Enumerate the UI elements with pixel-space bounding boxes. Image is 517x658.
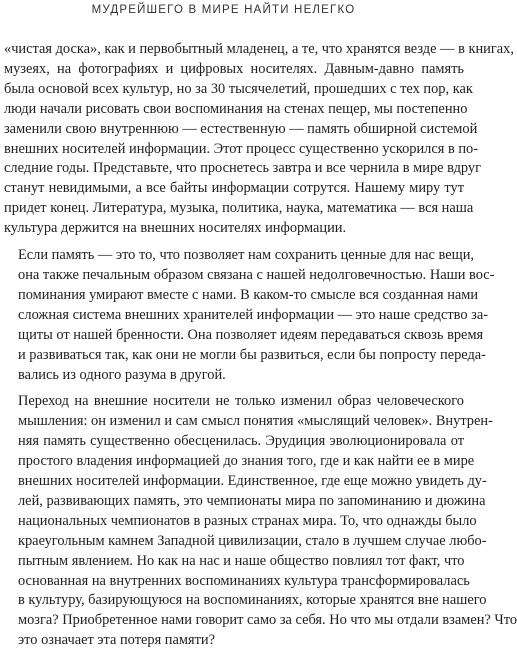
text-line: краеугольным камнем Западной цивилизации, стало в лучшем случае любо- <box>18 532 487 549</box>
text-line: и развиваться так, как они не могли бы развиться, если бы попросту переда- <box>18 346 486 363</box>
paragraph-3 <box>4 392 517 651</box>
text-line: культура держится на внешних носителях информации. <box>4 220 347 237</box>
text-line: лей, развивающих память, это чемпионаты мира по запоминанию и дюжина <box>18 492 486 509</box>
text-line: пытным явлением. Но как на нас и наше общество повлиял тот факт, что <box>18 552 465 569</box>
text-line: в культуру, базирующуюся на воспоминаниях, которые хранятся вне нашего <box>18 592 487 609</box>
text-line: придет конец. Литература, музыка, политика, наука, математика — вся наша <box>4 200 474 217</box>
paragraph-1 <box>4 40 514 239</box>
text-line: была основой всех культур, но за 30 тысячелетий, прошедших с тех пор, как <box>4 80 473 97</box>
text-line: вались из одного разума в другой. <box>18 366 226 383</box>
text-line: поминания умирают вместе с нами. В каком-то смысле вся созданная нами <box>18 286 479 303</box>
text-line: музеях, на фотографиях и цифровых носителях. Давным-давно память <box>4 60 464 77</box>
text-line: мышления: он изменил и сам смысл понятия «мыслящий человек». Внутрен- <box>18 413 493 430</box>
text-line: национальных чемпионатов в разных странах мира. То, что однажды было <box>18 512 477 529</box>
paragraph-2 <box>4 246 495 385</box>
text-line: заменили свою внутреннюю — естественную — память обширной системой <box>4 120 478 137</box>
text-line: основанная на внутренних воспоминаниях культура трансформировалась <box>18 572 470 589</box>
text-line: станут невидимыми, а все байты информации сотрутся. Нашему миру тут <box>4 180 464 197</box>
text-line: следние годы. Представьте, что проснетесь завтра и все чернила в мире вдруг <box>4 160 481 177</box>
text-line: внешних носителей информации. Этот процесс существенно ускорился в по- <box>4 140 479 157</box>
text-line: Если память — это то, что позволяет нам сохранить ценные для нас вещи, <box>18 247 475 264</box>
text-line: простого владения информацией до знания того, где и как найти ее в мире <box>18 453 475 470</box>
running-header: МУДРЕЙШЕГО В МИРЕ НАЙТИ НЕЛЕГКО <box>91 4 356 16</box>
text-line: «чистая доска», как и первобытный младенец, а те, что хранятся везде — в книгах, <box>4 41 514 57</box>
text-line: люди начали рисовать свои воспоминания на стенах пещер, мы постепенно <box>4 100 468 117</box>
text-line: Переход на внешние носители не только изменил образ человеческого <box>18 393 464 410</box>
text-line: щиты от нашей бренности. Она позволяет идеям передаваться сквозь время <box>18 326 484 343</box>
text-line: мозга? Приобретенное нами говорит само за себя. Но что мы отдали взамен? Что <box>18 612 517 629</box>
text-line: сложная система внешних хранителей информации — это наше средство за- <box>18 306 489 323</box>
text-line: она также печальным образом связана с нашей недолговечностью. Наши вос- <box>18 266 495 283</box>
text-line: это означает эта потеря памяти? <box>18 632 215 649</box>
body-text <box>4 40 517 658</box>
text-line: няя память существенно обесценилась. Эрудиция эволюционировала от <box>18 433 464 450</box>
text-line: внешних носителей информации. Единственное, где еще можно увидеть ду- <box>18 473 487 490</box>
